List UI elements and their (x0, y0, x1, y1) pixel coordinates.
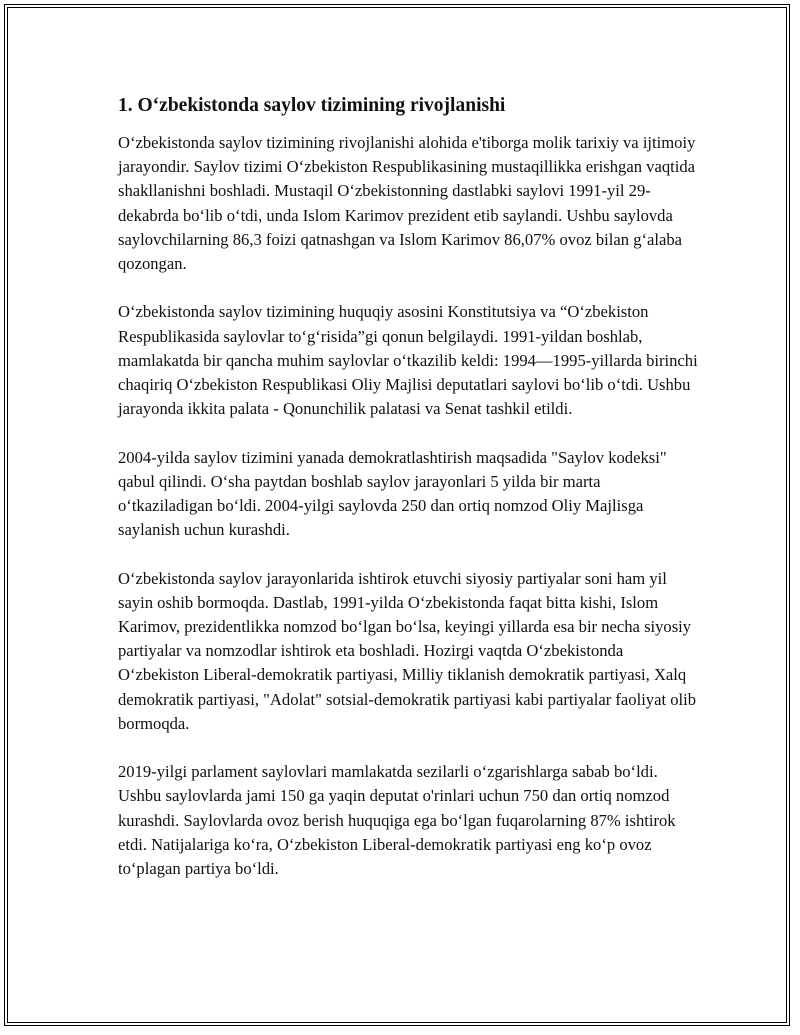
document-body (118, 93, 698, 905)
section-heading: 1. O‘zbekistonda saylov tizimining rivojlanishi (118, 95, 506, 116)
paragraph-2: O‘zbekistonda saylov tizimining huquqiy asosini Konstitutsiya va “O‘zbekiston Respublikasida saylovlar to‘g‘risida”gi qonun belgilaydi. 1991-yildan boshlab, mamlakatda bir qancha muhim saylovlar o‘tkazilib keldi: 1994—1995-yillarda birinchi chaqiriq O‘zbekiston Respublikasi Oliy Majlisi deputatlari saylovi bo‘lib o‘tdi. Ushbu jarayonda ikkita palata - Qonunchilik palatasi va Senat tashkil etildi. (118, 302, 698, 419)
paragraph-5: 2019-yilgi parlament saylovlari mamlakatda sezilarli o‘zgarishlarga sabab bo‘ldi. Ushbu saylovlarda jami 150 ga yaqin deputat o'rinlari uchun 750 dan ortiq nomzod kurashdi. Saylovlarda ovoz berish huquqiga ega bo‘lgan fuqarolarning 87% ishtirok etdi. Natijalariga ko‘ra, O‘zbekiston Liberal-demokratik partiyasi eng ko‘p ovoz to‘plagan partiya bo‘ldi. (118, 762, 676, 879)
paragraph-3: 2004-yilda saylov tizimini yanada demokratlashtirish maqsadida "Saylov kodeksi" qabul qilindi. O‘sha paytdan boshlab saylov jarayonlari 5 yilda bir marta o‘tkaziladigan bo‘ldi. 2004-yilgi saylovda 250 dan ortiq nomzod Oliy Majlisga saylanish uchun kurashdi. (118, 447, 667, 540)
paragraph-1: O‘zbekistonda saylov tizimining rivojlanishi alohida e'tiborga molik tarixiy va ijtimoiy jarayondir. Saylov tizimi O‘zbekiston Respublikasining mustaqillikka erishgan vaqtida shakllanishni boshladi. Mustaqil O‘zbekistonning dastlabki saylovi 1991-yil 29-dekabrda bo‘lib o‘tdi, unda Islom Karimov prezident etib saylandi. Ushbu saylovda saylovchilarning 86,3 foizi qatnashgan va Islom Karimov 86,07% ovoz bilan g‘alaba qozongan. (118, 133, 696, 274)
paragraph-4: O‘zbekistonda saylov jarayonlarida ishtirok etuvchi siyosiy partiyalar soni ham yil sayin oshib bormoqda. Dastlab, 1991-yilda O‘zbekistonda faqat bitta kishi, Islom Karimov, prezidentlikka nomzod bo‘lgan bo‘lsa, keyingi yillarda esa bir necha siyosiy partiyalar va nomzodlar ishtirok eta boshladi. Hozirgi vaqtda O‘zbekistonda O‘zbekiston Liberal-demokratik partiyasi, Milliy tiklanish demokratik partiyasi, Xalq demokratik partiyasi, "Adolat" sotsial-demokratik partiyasi kabi partiyalar faoliyat olib bormoqda. (118, 568, 697, 733)
